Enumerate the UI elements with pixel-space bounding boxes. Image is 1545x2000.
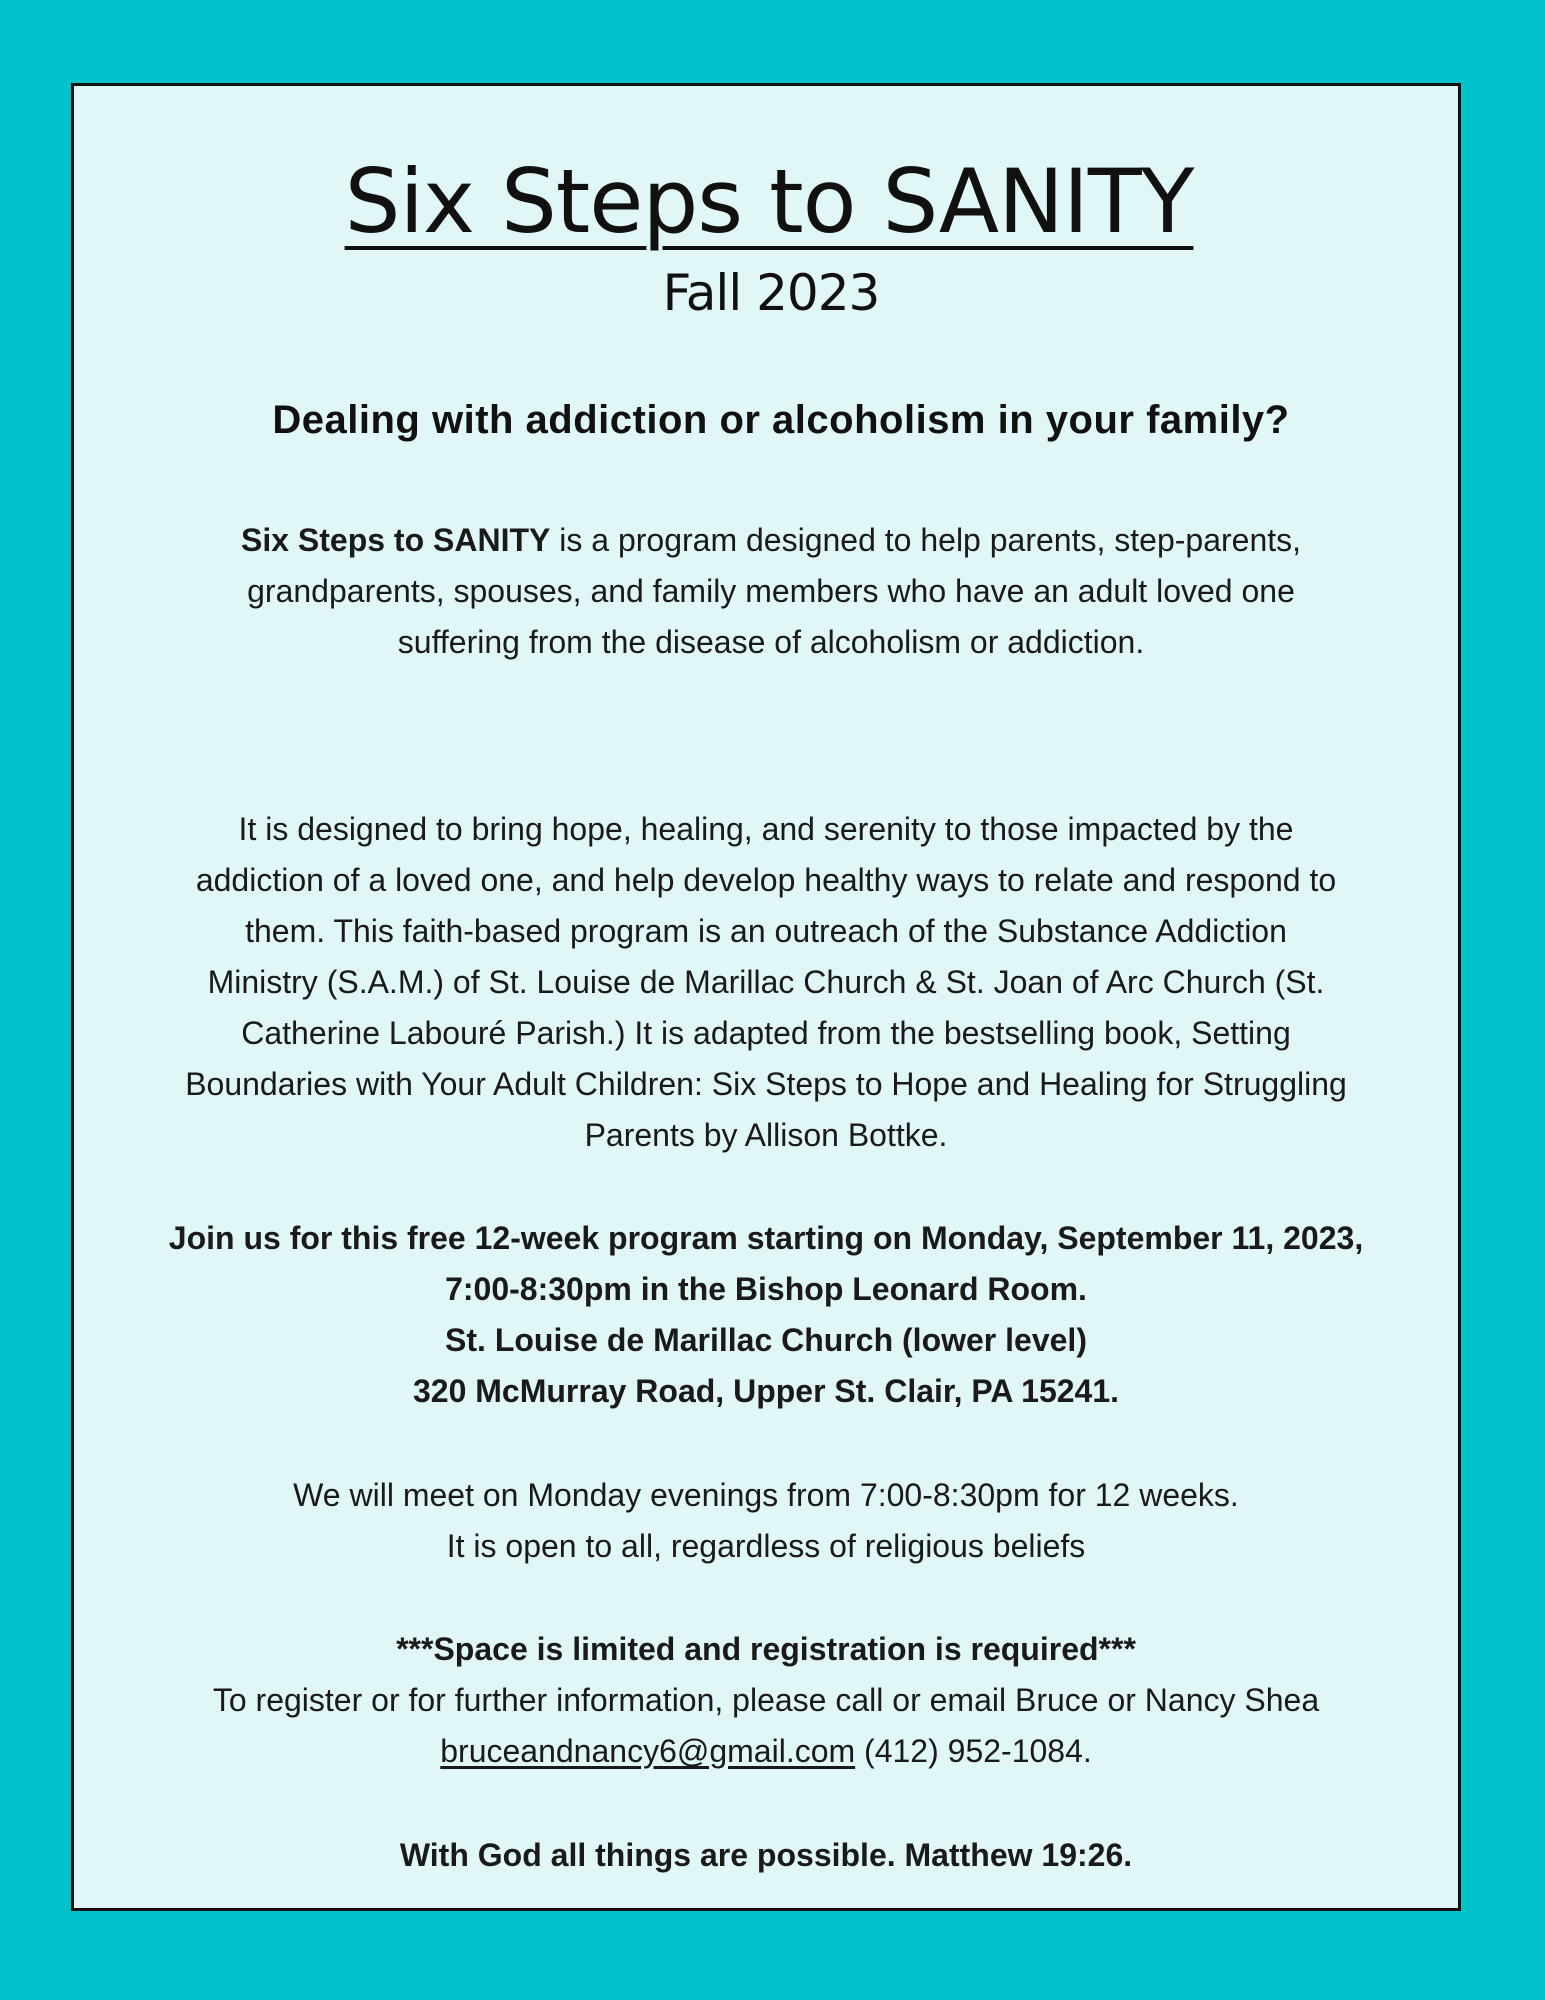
- event-line-4: 320 McMurray Road, Upper St. Clair, PA 15241.: [412, 1373, 1120, 1409]
- intro-line-1-rest: is a program designed to help parents, step-parents,: [550, 522, 1302, 558]
- description-line-6: Boundaries with Your Adult Children: Six Steps to Hope and Healing for Struggling: [185, 1066, 1347, 1102]
- event-line-1: Join us for this free 12-week program starting on Monday, September 11, 2023,: [168, 1220, 1364, 1256]
- description-line-7: Parents by Allison Bottke.: [584, 1117, 948, 1153]
- program-name: Six Steps to SANITY: [240, 522, 551, 558]
- flyer-subtitle: Fall 2023: [662, 264, 880, 322]
- flyer-card: [71, 83, 1461, 1911]
- description-line-1: It is designed to bring hope, healing, and serenity to those impacted by the: [238, 811, 1294, 847]
- phone-number: (412) 952-1084.: [855, 1733, 1092, 1769]
- intro-line-3: suffering from the disease of alcoholism or addiction.: [397, 624, 1145, 660]
- contact-line: [94, 1726, 1438, 1777]
- description-line-2: addiction of a loved one, and help develop healthy ways to relate and respond to: [195, 862, 1337, 898]
- registration-line-2: To register or for further information, please call or email Bruce or Nancy Shea: [212, 1682, 1320, 1718]
- registration-paragraph: [94, 1624, 1438, 1777]
- intro-paragraph: [94, 515, 1438, 668]
- headline: Dealing with addiction or alcoholism in your family?: [272, 398, 1290, 442]
- description-line-4: Ministry (S.A.M.) of St. Louise de Marillac Church & St. Joan of Arc Church (St.: [207, 964, 1325, 1000]
- description-line-5: Catherine Labouré Parish.) It is adapted from the bestselling book, Setting: [241, 1015, 1291, 1051]
- event-details: [94, 1213, 1438, 1417]
- email-link[interactable]: bruceandnancy6@gmail.com: [440, 1733, 856, 1769]
- description-line-3: them. This faith-based program is an outreach of the Substance Addiction: [245, 913, 1287, 949]
- intro-line-1: [104, 515, 1438, 566]
- flyer-title: [74, 150, 1458, 253]
- registration-notice-text: ***Space is limited and registration is required***: [396, 1631, 1136, 1667]
- closing-verse: With God all things are possible. Matthew 19:26.: [399, 1837, 1133, 1873]
- description-paragraph: [94, 804, 1438, 1161]
- schedule-line-2: It is open to all, regardless of religious beliefs: [446, 1528, 1086, 1564]
- event-line-3: St. Louise de Marillac Church (lower level): [445, 1322, 1087, 1358]
- schedule-paragraph: [94, 1470, 1438, 1572]
- registration-notice: [94, 1624, 1438, 1675]
- schedule-line-1: We will meet on Monday evenings from 7:00-8:30pm for 12 weeks.: [293, 1477, 1239, 1513]
- title-text: Six Steps to SANITY: [344, 150, 1194, 253]
- intro-line-2: grandparents, spouses, and family members who have an adult loved one: [247, 573, 1295, 609]
- event-line-2: 7:00-8:30pm in the Bishop Leonard Room.: [445, 1271, 1087, 1307]
